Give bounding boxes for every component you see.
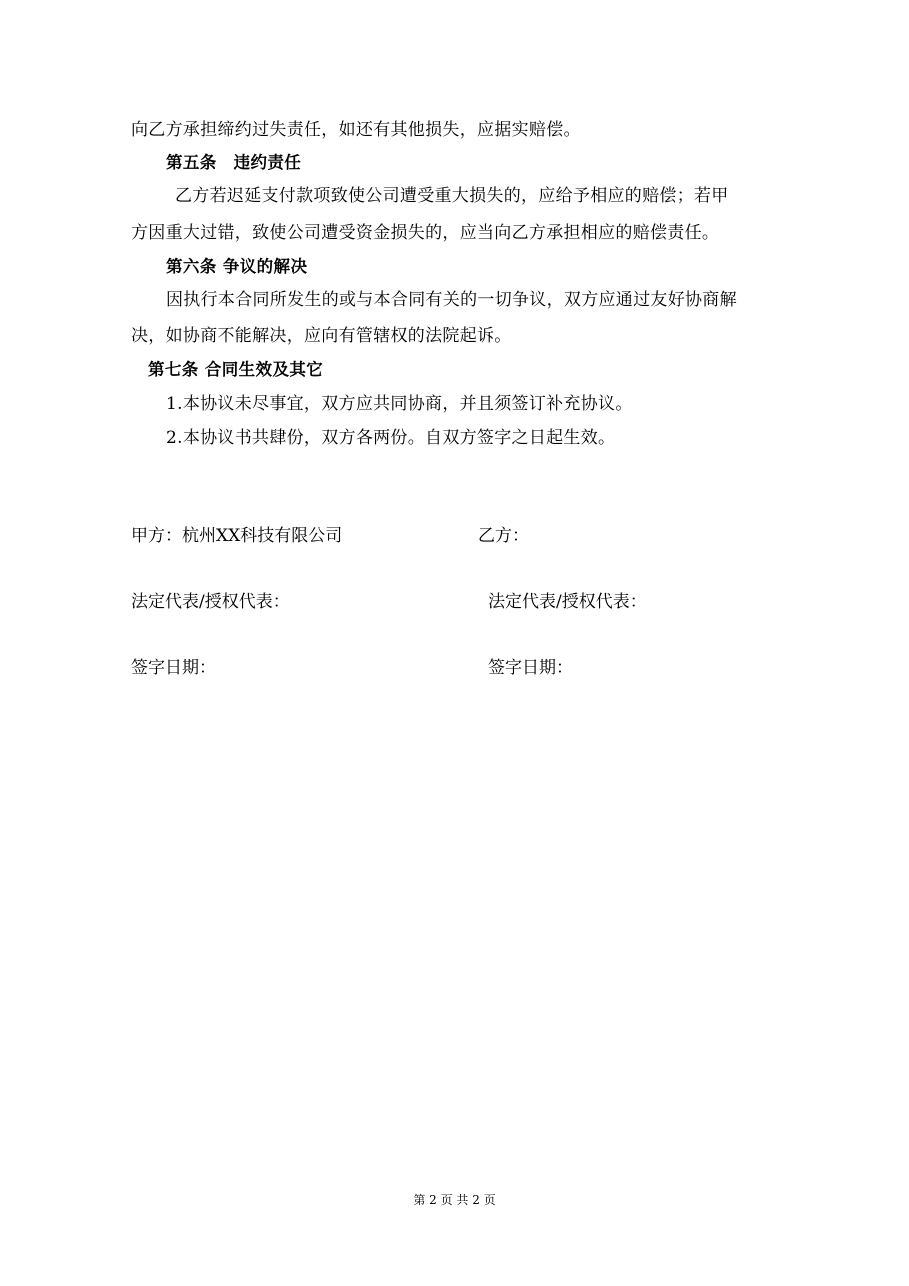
list-item: 2.本协议书共肆份，双方各两份。自双方签字之日起生效。 [166, 428, 616, 448]
party-a-sign-date-label: 签字日期： [131, 658, 216, 678]
party-b-representative-label: 法定代表/授权代表： [488, 592, 647, 612]
article-7-heading: 第七条 合同生效及其它 [148, 360, 324, 379]
page-footer: 第 2 页 共 2 页 [413, 1193, 496, 1207]
party-a-label: 甲方：杭州XX科技有限公司 [131, 526, 343, 546]
paragraph-line: 因执行本合同所发生的或与本合同有关的一切争议，双方应通过友好协商解 [166, 290, 737, 310]
paragraph-line: 向乙方承担缔约过失责任，如还有其他损失，应据实赔偿。 [131, 120, 581, 140]
paragraph-line: 决，如协商不能解决，应向有管辖权的法院起诉。 [131, 326, 512, 346]
article-5-heading: 第五条 违约责任 [166, 153, 302, 172]
party-a-representative-label: 法定代表/授权代表： [131, 592, 290, 612]
party-b-label: 乙方： [478, 526, 529, 546]
paragraph-line: 方因重大过错，致使公司遭受资金损失的，应当向乙方承担相应的赔偿责任。 [131, 223, 720, 243]
list-item: 1.本协议未尽事宜，双方应共同协商，并且须签订补充协议。 [166, 394, 633, 414]
paragraph-line: 乙方若迟延支付款项致使公司遭受重大损失的，应给予相应的赔偿；若甲 [175, 186, 729, 206]
article-6-heading: 第六条 争议的解决 [166, 257, 308, 276]
party-b-sign-date-label: 签字日期： [488, 658, 573, 678]
